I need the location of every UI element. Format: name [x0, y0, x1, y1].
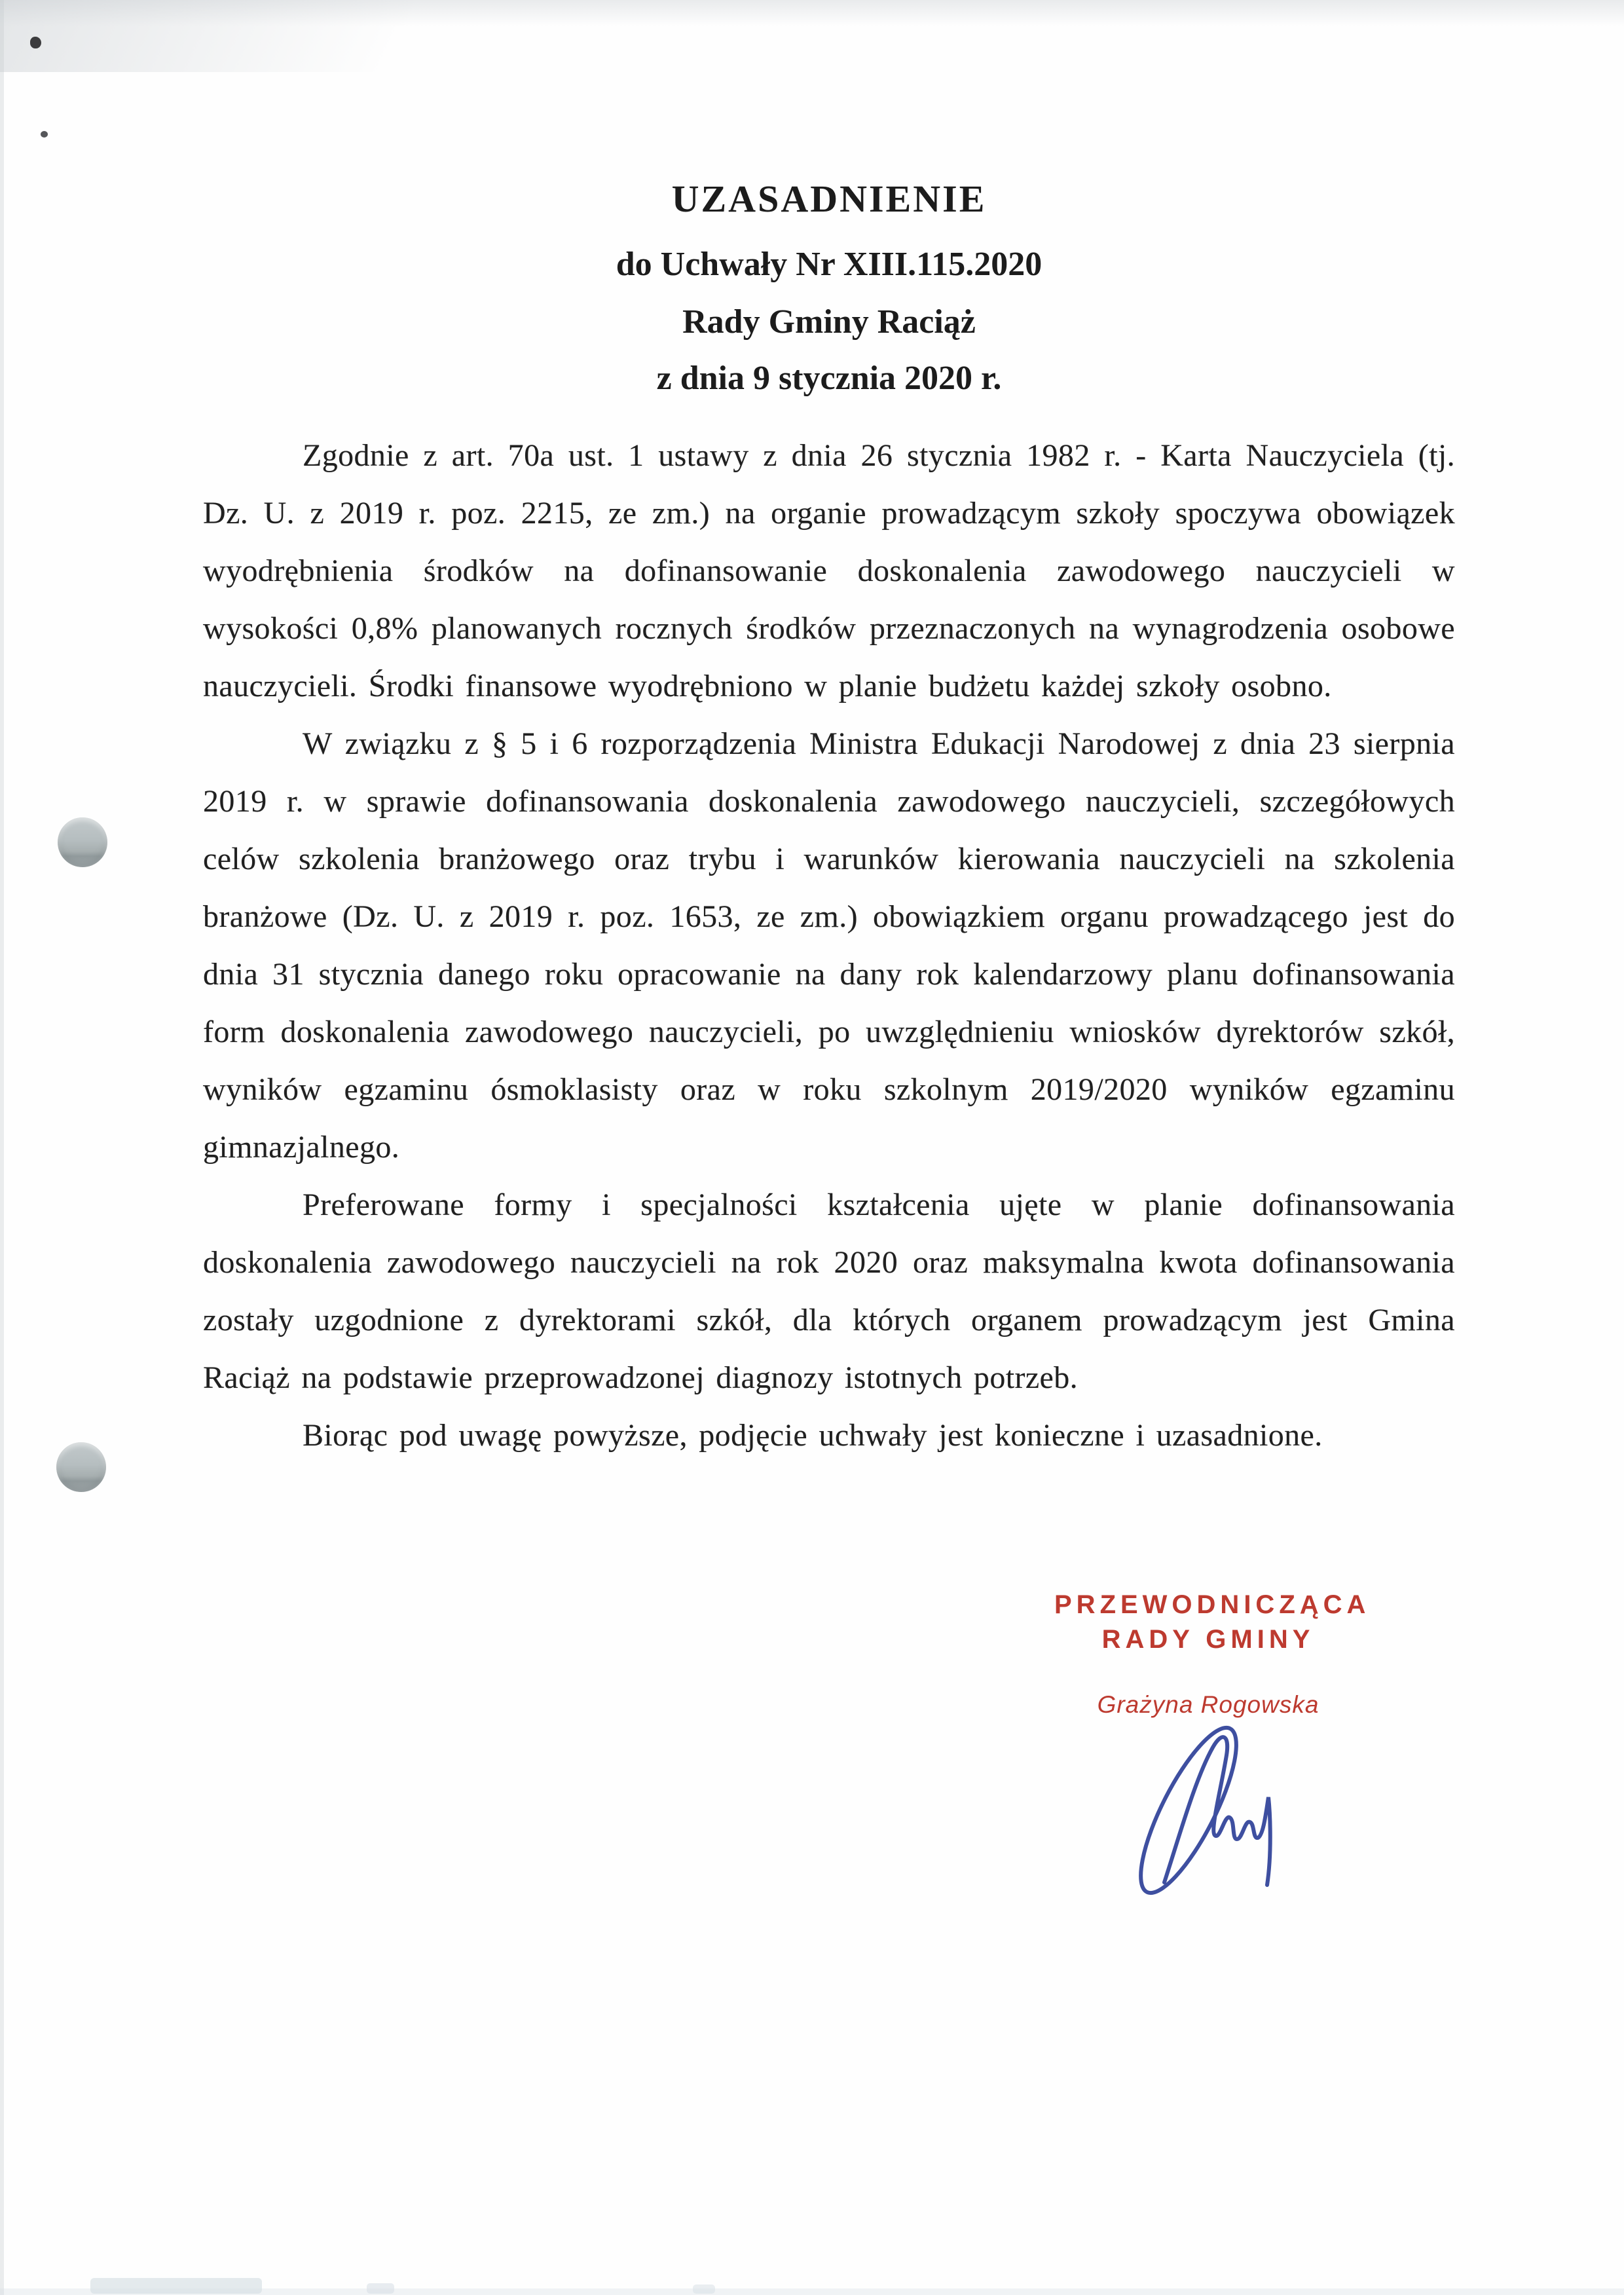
hole-punch-bottom — [56, 1442, 106, 1492]
document-title: UZASADNIENIE — [671, 177, 987, 220]
stamp-name: Grażyna Rogowska — [1097, 1691, 1320, 1718]
document-body — [203, 427, 1455, 1465]
stamp-role-line-2: RADY GMINY — [1101, 1625, 1315, 1654]
council-name-line: Rady Gminy Raciąż — [682, 303, 976, 341]
paragraph-agreement: Preferowane formy i specjalności kształcenia ujęte w planie dofinansowania doskonalenia zawodowego nauczycieli na rok 2020 oraz maksymalna kwota dofinansowania zostały uzgodnione z dyrektorami szkół, dla których organem prowadzącym jest Gmina Raciąż na podstawie przeprowadzonej diagnozy istotnych potrzeb. — [203, 1187, 1455, 1395]
stamp-role-line-1: PRZEWODNICZĄCA — [1054, 1590, 1371, 1619]
scan-left-edge — [0, 0, 4, 2295]
scan-bottom-edge — [0, 2288, 1624, 2295]
hole-punch-top — [58, 817, 107, 867]
resolution-date-line: z dnia 9 stycznia 2020 r. — [656, 360, 1002, 397]
scan-speck — [41, 131, 48, 138]
scan-corner-shadow — [0, 0, 563, 72]
paragraph-conclusion: Biorąc pod uwagę powyższe, podjęcie uchwały jest konieczne i uzasadnione. — [303, 1418, 1323, 1453]
resolution-number-line: do Uchwały Nr XIII.115.2020 — [616, 246, 1043, 283]
paragraph-regulation: W związku z § 5 i 6 rozporządzenia Ministra Edukacji Narodowej z dnia 23 sierpnia 2019 r. w sprawie dofinansowania doskonalenia zawodowego nauczycieli, szczegółowych celów szkolenia branżowego oraz trybu i warunków kierowania nauczycieli na szkolenia branżowe (Dz. U. z 2019 r. poz. 1653, ze zm.) obowiązkiem organu prowadzącego jest do dnia 31 stycznia danego roku opracowanie na dany rok kalendarzowy planu dofinansowania form doskonalenia zawodowego nauczycieli, po uwzględnieniu wniosków dyrektorów szkół, wyników egzaminu ósmoklasisty oraz w roku szkolnym 2019/2020 wyników egzaminu gimnazjalnego. — [203, 726, 1455, 1165]
scan-speck — [30, 37, 41, 48]
paragraph-legal-basis: Zgodnie z art. 70a ust. 1 ustawy z dnia 26 stycznia 1982 r. - Karta Nauczyciela (tj. Dz. U. z 2019 r. poz. 2215, ze zm.) na organie prowadzącym szkoły spoczywa obowiązek wyodrębnienia środków na dofinansowanie doskonalenia zawodowego nauczycieli w wysokości 0,8% planowanych rocznych środków przeznaczonych na wynagrodzenia osobowe nauczycieli. Środki finansowe wyodrębniono w planie budżetu każdej szkoły osobno. — [203, 438, 1455, 703]
handwritten-signature — [1121, 1665, 1297, 1915]
